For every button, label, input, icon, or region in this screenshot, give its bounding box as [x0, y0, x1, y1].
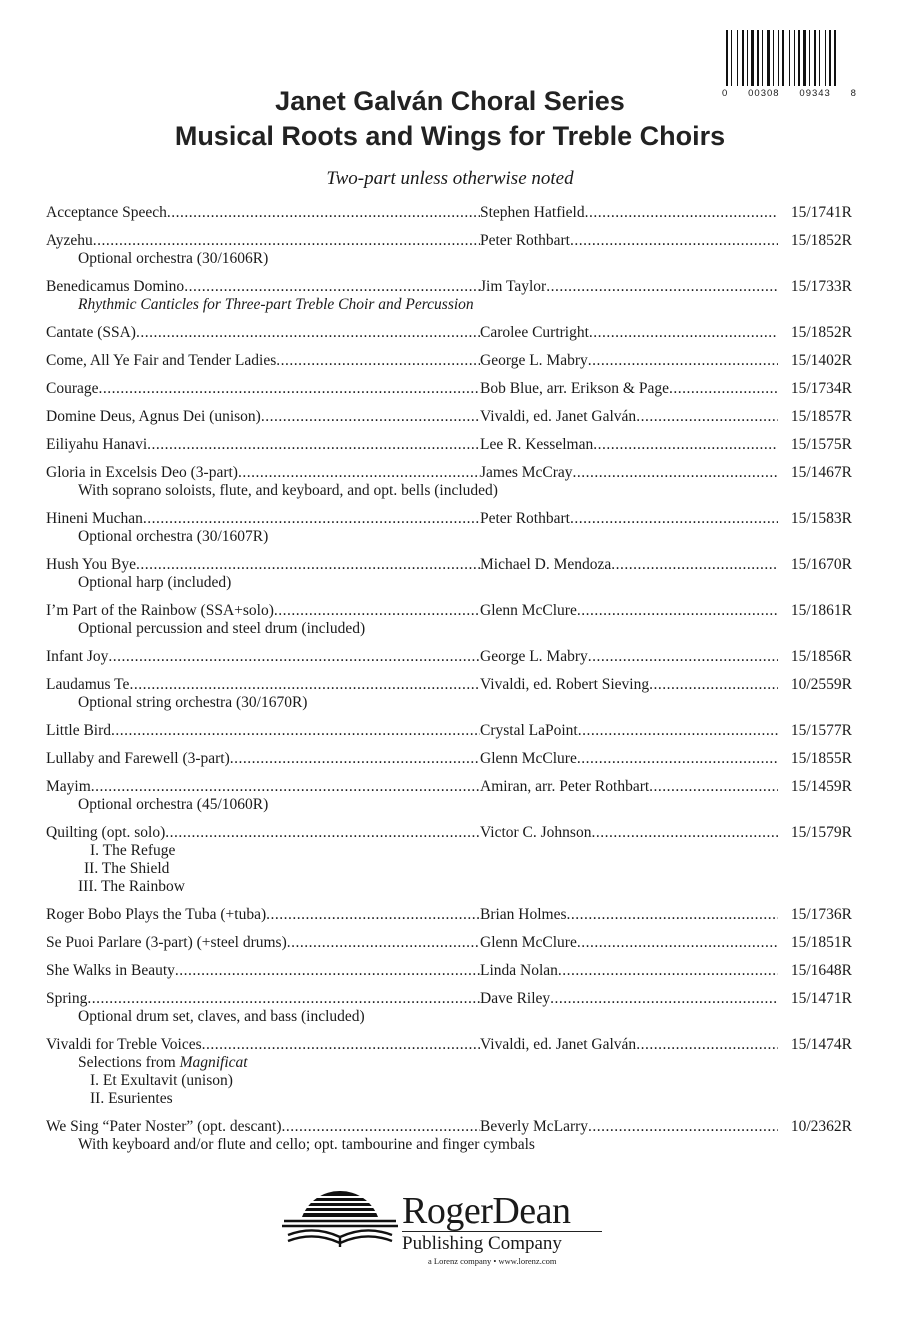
entry-composer: Peter Rothbart: [480, 510, 570, 527]
entry-title: Spring: [46, 990, 88, 1007]
catalog-entry: [46, 278, 852, 314]
dot-leader: [147, 436, 480, 454]
entry-composer-cell: [480, 824, 778, 842]
entry-composer-cell: [480, 232, 778, 250]
barcode-bar: [747, 30, 748, 86]
dot-leader: [636, 1036, 778, 1054]
dot-leader: [636, 408, 778, 426]
entry-row: [46, 990, 852, 1008]
barcode-bar: [780, 30, 781, 86]
collection-title: Musical Roots and Wings for Treble Choirs: [174, 121, 726, 151]
entry-title: Infant Joy: [46, 648, 109, 665]
entry-composer-cell: [480, 750, 778, 768]
dot-leader: [577, 934, 778, 952]
barcode-bar: [803, 30, 806, 86]
entry-title: We Sing “Pater Noster” (opt. descant): [46, 1118, 282, 1135]
catalog-entry: [46, 778, 852, 814]
dot-leader: [593, 436, 778, 454]
entry-composer-cell: [480, 510, 778, 528]
dot-leader: [175, 962, 480, 980]
publisher-subtitle: Publishing Company: [402, 1233, 562, 1254]
dot-leader: [87, 990, 480, 1008]
entry-code: 15/1474R: [790, 1036, 852, 1053]
barcode-bar: [751, 30, 754, 86]
entry-title-cell: [46, 962, 480, 980]
dot-leader: [573, 464, 778, 482]
dot-leader: [184, 278, 480, 296]
entry-code: 15/1579R: [790, 824, 852, 841]
entry-title-cell: [46, 648, 480, 666]
barcode-digit-group: 0: [722, 88, 729, 99]
movement-line: I. Et Exultavit (unison): [90, 1072, 233, 1089]
entry-title: Acceptance Speech: [46, 204, 167, 221]
entry-composer-cell: [480, 676, 778, 694]
dot-leader: [585, 204, 778, 222]
entry-composer-cell: [480, 556, 778, 574]
entry-row: [46, 778, 852, 796]
entry-note: Optional drum set, claves, and bass (included): [78, 1008, 365, 1025]
entry-title: Domine Deus, Agnus Dei (unison): [46, 408, 261, 425]
barcode-bar: [811, 30, 813, 86]
barcode-bar: [773, 30, 774, 86]
entry-composer: Carolee Curtright: [480, 324, 589, 341]
entry-title: Roger Bobo Plays the Tuba (+tuba): [46, 906, 267, 923]
entry-code: 15/1467R: [790, 464, 852, 481]
entry-title: Lullaby and Farewell (3-part): [46, 750, 230, 767]
dot-leader: [281, 1118, 480, 1136]
dot-leader: [276, 352, 480, 370]
entry-title: Mayim: [46, 778, 91, 795]
catalog-entry: [46, 324, 852, 342]
entry-title-cell: [46, 1118, 480, 1136]
entry-composer: Glenn McClure: [480, 750, 577, 767]
dot-leader: [577, 602, 778, 620]
dot-leader: [669, 380, 778, 398]
entry-code: 15/1861R: [790, 602, 852, 619]
entry-row: [46, 906, 852, 924]
entry-composer-cell: [480, 436, 778, 454]
entry-code: 10/2362R: [790, 1118, 852, 1135]
catalog-entry: [46, 352, 852, 370]
barcode-bar: [807, 30, 808, 86]
entry-title-cell: [46, 436, 480, 454]
dot-leader: [238, 464, 480, 482]
catalog-entry: [46, 906, 852, 924]
entry-code: 15/1734R: [790, 380, 852, 397]
entry-code: 15/1852R: [790, 232, 852, 249]
entry-title-cell: [46, 324, 480, 342]
entry-composer: Victor C. Johnson: [480, 824, 592, 841]
entry-title-cell: [46, 750, 480, 768]
dot-leader: [649, 676, 778, 694]
entry-row: [46, 602, 852, 620]
dot-leader: [591, 824, 778, 842]
entry-row: [46, 436, 852, 454]
barcode-bar: [785, 30, 788, 86]
entry-code: 15/1733R: [790, 278, 852, 295]
catalog-entry: [46, 232, 852, 268]
entry-code: 10/2559R: [790, 676, 852, 693]
barcode-bar: [726, 30, 728, 86]
entry-title-cell: [46, 464, 480, 482]
entry-composer: Stephen Hatfield: [480, 204, 585, 221]
entry-code: 15/1736R: [790, 906, 852, 923]
dot-leader: [93, 232, 480, 250]
catalog-entry: [46, 1036, 852, 1108]
entry-composer-cell: [480, 934, 778, 952]
entry-note: Optional orchestra (45/1060R): [78, 796, 269, 813]
entry-composer-cell: [480, 722, 778, 740]
entry-composer-cell: [480, 906, 778, 924]
entry-composer: Vivaldi, ed. Robert Sieving: [480, 676, 650, 693]
barcode-digit-group: 00308: [748, 88, 780, 99]
catalog-entry: [46, 380, 852, 398]
entry-row: [46, 824, 852, 842]
dot-leader: [91, 778, 480, 796]
entry-title-cell: [46, 1036, 480, 1054]
barcode-bar: [767, 30, 770, 86]
entry-row: [46, 324, 852, 342]
entry-composer: George L. Mabry: [480, 648, 588, 665]
entry-note: Optional percussion and steel drum (included): [78, 620, 366, 637]
entry-row: [46, 510, 852, 528]
sunrise-book-icon: [280, 1185, 400, 1255]
barcode-bar: [794, 30, 795, 86]
catalog-entry: [46, 676, 852, 712]
entry-row: [46, 464, 852, 482]
entry-note: Optional orchestra (30/1607R): [78, 528, 269, 545]
barcode-bar: [775, 30, 777, 86]
dot-leader: [261, 408, 480, 426]
entry-title-cell: [46, 676, 480, 694]
entry-title-cell: [46, 232, 480, 250]
entry-composer-cell: [480, 990, 778, 1008]
barcode-bar: [834, 30, 836, 86]
dot-leader: [570, 510, 778, 528]
entry-row: [46, 278, 852, 296]
entry-title-cell: [46, 204, 480, 222]
entry-title-cell: [46, 352, 480, 370]
catalog-entry: [46, 1118, 852, 1154]
barcode-bar: [798, 30, 800, 86]
entry-composer-cell: [480, 204, 778, 222]
entry-composer-cell: [480, 278, 778, 296]
barcode-bar: [757, 30, 759, 86]
barcode-bar: [771, 30, 772, 86]
entry-composer: James McCray: [480, 464, 573, 481]
entry-composer: Peter Rothbart: [480, 232, 570, 249]
movement-line: III. The Rainbow: [78, 878, 185, 895]
entry-composer-cell: [480, 778, 778, 796]
entry-code: 15/1575R: [790, 436, 852, 453]
entry-row: [46, 750, 852, 768]
movement-line: II. Esurientes: [90, 1090, 173, 1107]
entry-title-cell: [46, 408, 480, 426]
entry-note: With soprano soloists, flute, and keyboard, and opt. bells (included): [78, 482, 498, 499]
entry-title-cell: [46, 722, 480, 740]
publisher-name: RogerDean: [402, 1190, 571, 1232]
dot-leader: [578, 722, 778, 740]
entry-title: I’m Part of the Rainbow (SSA+solo): [46, 602, 274, 619]
catalog-entry: [46, 990, 852, 1026]
entry-title: Ayzehu: [46, 232, 93, 249]
entry-code: 15/1402R: [790, 352, 852, 369]
barcode-bar: [737, 30, 738, 86]
series-title: Janet Galván Choral Series: [275, 86, 625, 116]
entry-code: 15/1648R: [790, 962, 852, 979]
entry-composer: Bob Blue, arr. Erikson & Page: [480, 380, 669, 397]
barcode-bar: [782, 30, 784, 86]
publisher-logo: [280, 1185, 610, 1275]
entry-title: Quilting (opt. solo): [46, 824, 166, 841]
barcode-bar: [821, 30, 824, 86]
entry-title-cell: [46, 824, 480, 842]
barcode-bar: [791, 30, 793, 86]
entry-title-cell: [46, 778, 480, 796]
catalog-entry: [46, 824, 852, 896]
entry-title: Come, All Ye Fair and Tender Ladies: [46, 352, 277, 369]
dot-leader: [611, 556, 778, 574]
barcode-bar: [749, 30, 750, 86]
entry-code: 15/1855R: [790, 750, 852, 767]
catalog-entry: [46, 408, 852, 426]
dot-leader: [266, 906, 480, 924]
dot-leader: [136, 324, 480, 342]
entry-title: Se Puoi Parlare (3-part) (+steel drums): [46, 934, 287, 951]
entry-composer-cell: [480, 1118, 778, 1136]
entry-code: 15/1471R: [790, 990, 852, 1007]
entry-title: Eiliyahu Hanavi: [46, 436, 148, 453]
barcode-bar: [801, 30, 802, 86]
catalog-entry: [46, 648, 852, 666]
barcode-bar: [745, 30, 746, 86]
barcode-bar: [755, 30, 756, 86]
dot-leader: [588, 648, 778, 666]
dot-leader: [99, 380, 480, 398]
catalog-entry: [46, 934, 852, 952]
barcode-bar: [762, 30, 763, 86]
dot-leader: [202, 1036, 480, 1054]
subtitle: Two-part unless otherwise noted: [326, 168, 574, 189]
entry-note: [46, 1054, 852, 1072]
barcode-bar: [729, 30, 730, 86]
dot-leader: [129, 676, 480, 694]
logo-divider: [402, 1231, 602, 1232]
entry-composer: Dave Riley: [480, 990, 551, 1007]
entry-composer: Vivaldi, ed. Janet Galván: [480, 408, 637, 425]
barcode-bar: [742, 30, 744, 86]
barcode-digit-group: 8: [850, 88, 857, 99]
entry-composer: Brian Holmes: [480, 906, 567, 923]
entry-title-cell: [46, 380, 480, 398]
entry-composer: Jim Taylor: [480, 278, 547, 295]
entry-composer-cell: [480, 380, 778, 398]
entry-title-cell: [46, 602, 480, 620]
barcode-bar: [827, 30, 828, 86]
note-text: Selections from: [78, 1054, 176, 1071]
entry-composer: Beverly McLarry: [480, 1118, 589, 1135]
dot-leader: [167, 204, 480, 222]
barcode-digit-group: 09343: [799, 88, 831, 99]
catalog-list: [46, 204, 852, 1164]
dot-leader: [143, 510, 480, 528]
entry-composer-cell: [480, 962, 778, 980]
dot-leader: [111, 722, 480, 740]
entry-composer: Crystal LaPoint: [480, 722, 578, 739]
entry-title: Laudamus Te: [46, 676, 130, 693]
entry-row: [46, 352, 852, 370]
entry-code: 15/1857R: [790, 408, 852, 425]
catalog-entry: [46, 962, 852, 980]
dot-leader: [136, 556, 480, 574]
dot-leader: [567, 906, 778, 924]
dot-leader: [588, 1118, 778, 1136]
barcode-bar: [760, 30, 761, 86]
dot-leader: [230, 750, 480, 768]
catalog-entry: [46, 602, 852, 638]
dot-leader: [165, 824, 480, 842]
entry-title: Cantate (SSA): [46, 324, 136, 341]
entry-code: 15/1852R: [790, 324, 852, 341]
note-italic-title: Magnificat: [179, 1054, 248, 1071]
entry-note: Optional harp (included): [78, 574, 232, 591]
entry-title-cell: [46, 934, 480, 952]
entry-title: Hineni Muchan: [46, 510, 143, 527]
entry-row: [46, 722, 852, 740]
dot-leader: [570, 232, 778, 250]
publisher-tagline: a Lorenz company • www.lorenz.com: [428, 1256, 557, 1266]
barcode-bars: [726, 30, 854, 86]
entry-composer-cell: [480, 408, 778, 426]
entry-composer: Linda Nolan: [480, 962, 558, 979]
entry-composer: Glenn McClure: [480, 934, 577, 951]
entry-row: [46, 962, 852, 980]
entry-title-cell: [46, 906, 480, 924]
entry-title: Gloria in Excelsis Deo (3-part): [46, 464, 238, 481]
dot-leader: [649, 778, 778, 796]
barcode-bar: [814, 30, 816, 86]
entry-row: [46, 380, 852, 398]
dot-leader: [287, 934, 480, 952]
barcode-bar: [819, 30, 820, 86]
entry-composer-cell: [480, 1036, 778, 1054]
catalog-entry: [46, 436, 852, 454]
entry-title: Little Bird: [46, 722, 112, 739]
entry-title: Hush You Bye: [46, 556, 137, 573]
barcode-bar: [731, 30, 732, 86]
entry-note: With keyboard and/or flute and cello; opt. tambourine and finger cymbals: [78, 1136, 535, 1153]
movement-line: II. The Shield: [84, 860, 170, 877]
entry-title: Courage: [46, 380, 99, 397]
dot-leader: [550, 990, 778, 1008]
entry-row: [46, 204, 852, 222]
entry-code: 15/1851R: [790, 934, 852, 951]
dot-leader: [577, 750, 778, 768]
dot-leader: [589, 324, 778, 342]
entry-composer: Vivaldi, ed. Janet Galván: [480, 1036, 637, 1053]
catalog-entry: [46, 204, 852, 222]
entry-composer-cell: [480, 464, 778, 482]
entry-row: [46, 232, 852, 250]
entry-note: Optional string orchestra (30/1670R): [78, 694, 308, 711]
entry-code: 15/1459R: [790, 778, 852, 795]
entry-row: [46, 1036, 852, 1054]
barcode-bar: [809, 30, 810, 86]
entry-title-cell: [46, 278, 480, 296]
entry-row: [46, 648, 852, 666]
entry-code: 15/1856R: [790, 648, 852, 665]
barcode-bar: [739, 30, 741, 86]
dot-leader: [108, 648, 480, 666]
entry-composer-cell: [480, 648, 778, 666]
dot-leader: [558, 962, 778, 980]
catalog-entry: [46, 464, 852, 500]
barcode-bar: [825, 30, 826, 86]
entry-row: [46, 556, 852, 574]
entry-row: [46, 676, 852, 694]
entry-code: 15/1577R: [790, 722, 852, 739]
dot-leader: [588, 352, 778, 370]
entry-row: [46, 408, 852, 426]
entry-composer: Amiran, arr. Peter Rothbart: [480, 778, 650, 795]
barcode-bar: [817, 30, 818, 86]
entry-composer: George L. Mabry: [480, 352, 588, 369]
entry-row: [46, 934, 852, 952]
dot-leader: [546, 278, 778, 296]
entry-title: She Walks in Beauty: [46, 962, 175, 979]
movement-line: I. The Refuge: [90, 842, 176, 859]
entry-title: Vivaldi for Treble Voices: [46, 1036, 202, 1053]
entry-code: 15/1741R: [790, 204, 852, 221]
entry-composer-cell: [480, 324, 778, 342]
catalog-entry: [46, 510, 852, 546]
entry-title: Benedicamus Domino: [46, 278, 185, 295]
dot-leader: [274, 602, 480, 620]
barcode-bar: [778, 30, 779, 86]
entry-note: Rhythmic Canticles for Three-part Treble Choir and Percussion: [78, 296, 474, 313]
entry-code: 15/1670R: [790, 556, 852, 573]
entry-note: Optional orchestra (30/1606R): [78, 250, 269, 267]
barcode-bar: [764, 30, 766, 86]
entry-code: 15/1583R: [790, 510, 852, 527]
entry-title-cell: [46, 990, 480, 1008]
barcode-bar: [832, 30, 833, 86]
entry-title-cell: [46, 556, 480, 574]
entry-composer-cell: [480, 602, 778, 620]
barcode-bar: [733, 30, 736, 86]
catalog-entry: [46, 556, 852, 592]
entry-title-cell: [46, 510, 480, 528]
entry-row: [46, 1118, 852, 1136]
entry-composer-cell: [480, 352, 778, 370]
entry-composer: Michael D. Mendoza: [480, 556, 612, 573]
catalog-entry: [46, 722, 852, 740]
entry-composer: Lee R. Kesselman: [480, 436, 594, 453]
catalog-entry: [46, 750, 852, 768]
barcode-bar: [796, 30, 797, 86]
entry-composer: Glenn McClure: [480, 602, 577, 619]
barcode-bar: [829, 30, 831, 86]
barcode-bar: [789, 30, 790, 86]
